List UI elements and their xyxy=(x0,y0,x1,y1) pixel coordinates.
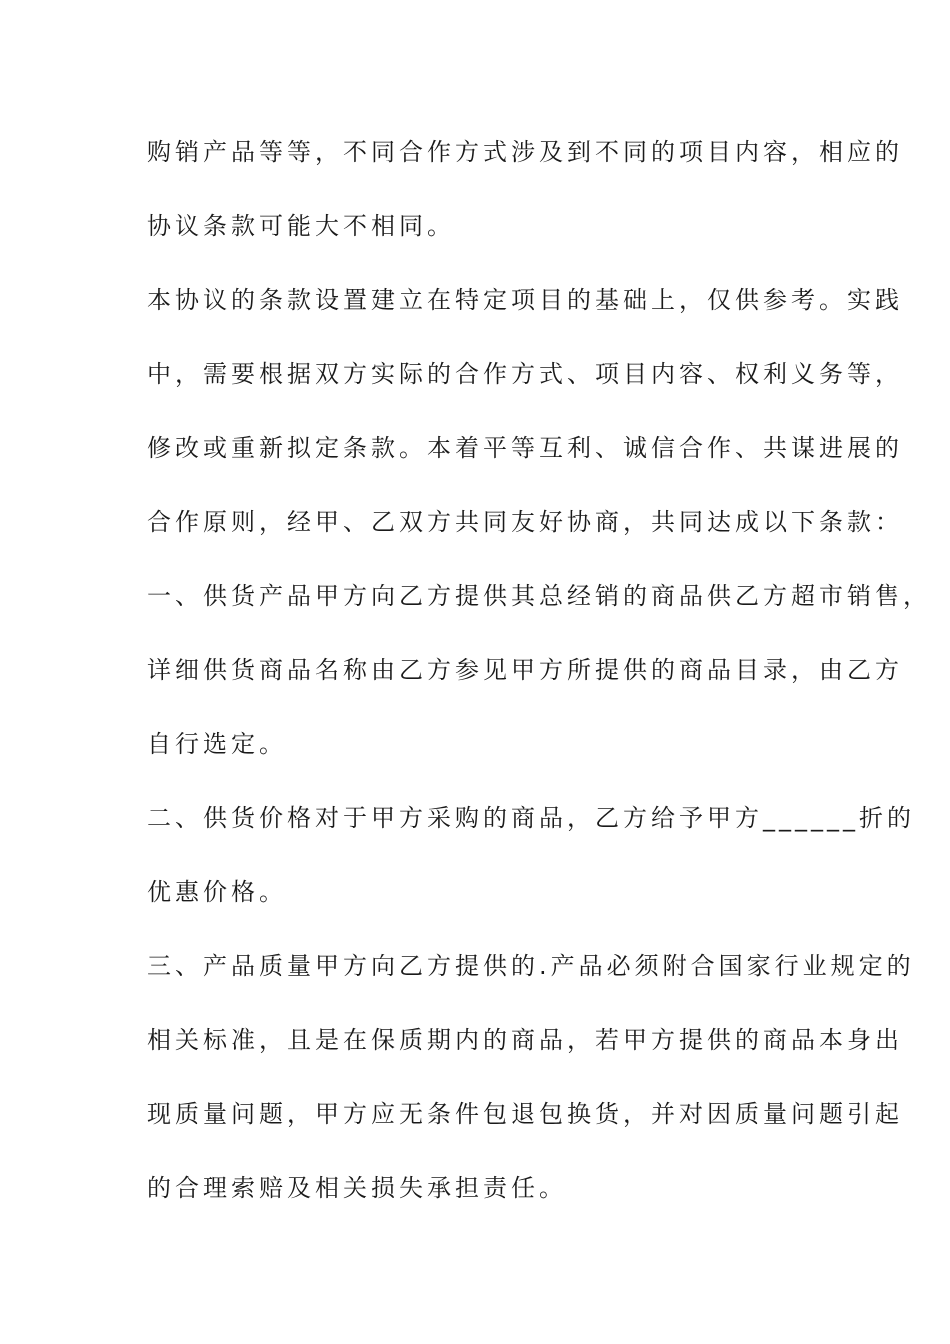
text-line: 购销产品等等，不同合作方式涉及到不同的项目内容，相应的 xyxy=(147,138,903,166)
text-line: 的合理索赔及相关损失承担责任。 xyxy=(147,1174,567,1202)
text-line: 二、供货价格对于甲方采购的商品，乙方给予甲方______折的 xyxy=(147,804,915,832)
text-line: 自行选定。 xyxy=(147,730,287,758)
text-line: 相关标准，且是在保质期内的商品，若甲方提供的商品本身出 xyxy=(147,1026,903,1054)
text-line: 修改或重新拟定条款。本着平等互利、诚信合作、共谋进展的 xyxy=(147,434,903,462)
text-line: 本协议的条款设置建立在特定项目的基础上，仅供参考。实践 xyxy=(147,286,903,314)
text-line: 详细供货商品名称由乙方参见甲方所提供的商品目录，由乙方 xyxy=(147,656,903,684)
text-line: 中，需要根据双方实际的合作方式、项目内容、权利义务等， xyxy=(147,360,903,388)
text-line: 协议条款可能大不相同。 xyxy=(147,212,455,240)
text-line: 一、供货产品甲方向乙方提供其总经销的商品供乙方超市销售， xyxy=(147,582,931,610)
text-line: 三、产品质量甲方向乙方提供的.产品必须附合国家行业规定的 xyxy=(147,952,915,980)
text-line: 合作原则，经甲、乙双方共同友好协商，共同达成以下条款： xyxy=(147,508,903,536)
text-line: 优惠价格。 xyxy=(147,878,287,906)
text-line: 现质量问题，甲方应无条件包退包换货，并对因质量问题引起 xyxy=(147,1100,903,1128)
